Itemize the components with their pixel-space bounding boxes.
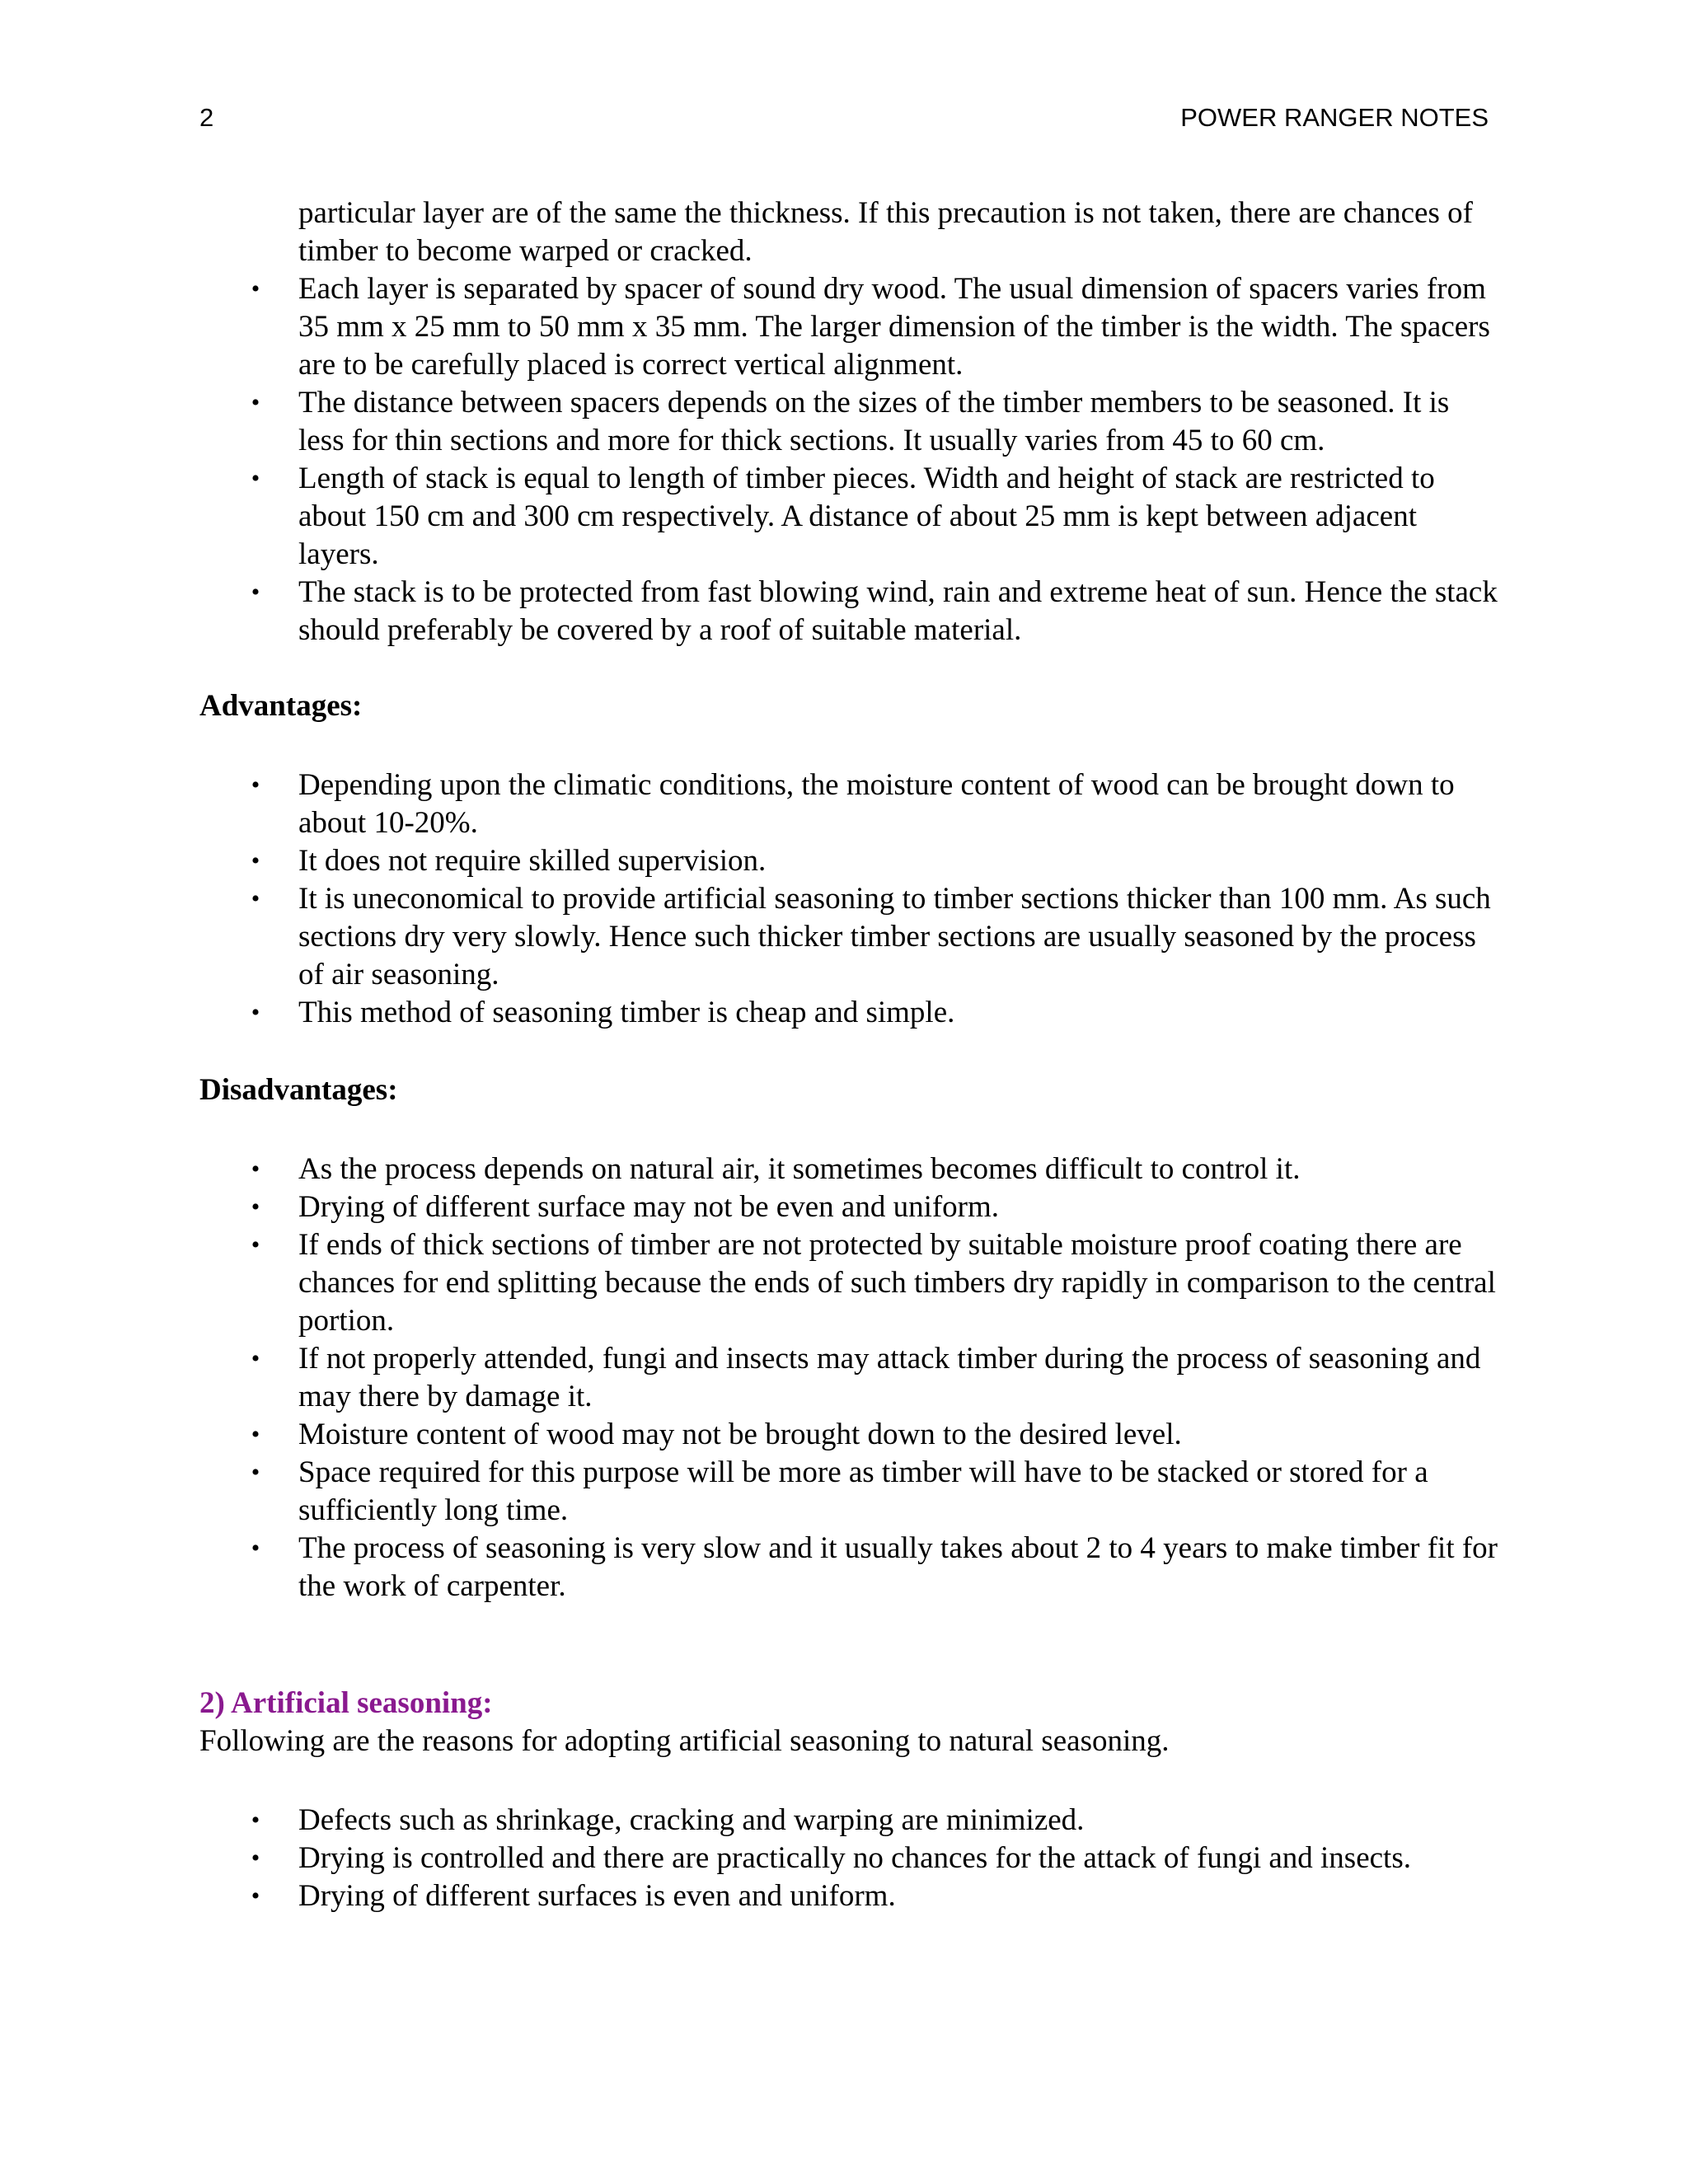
list-item-text: Space required for this purpose will be more as timber will have to be stacked or stored for a sufficiently long time. xyxy=(298,1455,1428,1527)
list-item xyxy=(199,842,1502,880)
list-item xyxy=(199,1840,1502,1877)
bullet-icon: • xyxy=(251,1155,260,1183)
list-item-text: It is uneconomical to provide artificial seasoning to timber sections thicker than 100 mm. As such sections dry very slowly. Hence such thicker timber sections are usually seasoned by the process of air seasoning. xyxy=(298,882,1491,991)
stacking-bullet-list xyxy=(199,270,1502,649)
running-title: POWER RANGER NOTES xyxy=(1180,103,1489,132)
list-item-text: Drying is controlled and there are practically no chances for the attack of fungi and insects. xyxy=(298,1841,1411,1875)
bullet-icon: • xyxy=(251,1421,260,1448)
list-item-text: If not properly attended, fungi and insects may attack timber during the process of seasoning and may there by damage it. xyxy=(298,1342,1481,1413)
list-item xyxy=(199,1188,1502,1226)
advantages-list xyxy=(199,766,1502,1032)
disadvantages-list xyxy=(199,1151,1502,1605)
page-number: 2 xyxy=(199,103,214,132)
bullet-icon: • xyxy=(251,1844,260,1872)
list-item xyxy=(199,1416,1502,1454)
bullet-icon: • xyxy=(251,275,260,302)
bullet-icon: • xyxy=(251,1535,260,1562)
bullet-icon: • xyxy=(251,847,260,874)
list-item-text: Drying of different surface may not be even and uniform. xyxy=(298,1190,1000,1224)
list-item-text: Depending upon the climatic conditions, the moisture content of wood can be brought down to about 10-20%. xyxy=(298,768,1455,840)
bullet-icon: • xyxy=(251,389,260,416)
list-item xyxy=(199,1530,1502,1605)
disadvantages-heading: Disadvantages: xyxy=(199,1073,398,1107)
list-item-text: As the process depends on natural air, it sometimes becomes difficult to control it. xyxy=(298,1152,1301,1186)
list-item-text: Each layer is separated by spacer of sound dry wood. The usual dimension of spacers varies from 35 mm x 25 mm to 50 mm x 35 mm. The larger dimension of the timber is the width. The spacers are to be carefully placed is correct vertical alignment. xyxy=(298,272,1490,382)
list-item xyxy=(199,1151,1502,1188)
list-item xyxy=(199,1802,1502,1840)
list-item xyxy=(199,1340,1502,1416)
bullet-icon: • xyxy=(251,1882,260,1910)
page-header xyxy=(199,99,1489,137)
bullet-icon: • xyxy=(251,1193,260,1221)
list-item-text: Defects such as shrinkage, cracking and warping are minimized. xyxy=(298,1803,1085,1837)
list-item-text: The process of seasoning is very slow and it usually takes about 2 to 4 years to make timber fit for the work of carpenter. xyxy=(298,1531,1498,1603)
list-item xyxy=(199,1877,1502,1915)
list-item xyxy=(199,384,1502,460)
artificial-reasons-list xyxy=(199,1802,1502,1915)
bullet-icon: • xyxy=(251,1807,260,1834)
artificial-intro-paragraph: Following are the reasons for adopting artificial seasoning to natural seasoning. xyxy=(199,1724,1170,1758)
bullet-icon: • xyxy=(251,465,260,492)
continued-paragraph: particular layer are of the same the thickness. If this precaution is not taken, there are chances of timber to become warped or cracked. xyxy=(298,196,1473,268)
list-item xyxy=(199,460,1502,574)
list-item-text: It does not require skilled supervision. xyxy=(298,844,767,878)
bullet-icon: • xyxy=(251,1345,260,1372)
list-item xyxy=(199,1226,1502,1340)
list-item-text: The distance between spacers depends on the sizes of the timber members to be seasoned. It is less for thin sections and more for thick sections. It usually varies from 45 to 60 cm. xyxy=(298,386,1450,457)
bullet-icon: • xyxy=(251,579,260,606)
list-item-text: Moisture content of wood may not be brought down to the desired level. xyxy=(298,1418,1182,1451)
list-item-text: Length of stack is equal to length of timber pieces. Width and height of stack are restricted to about 150 cm and 300 cm respectively. A distance of about 25 mm is kept between adjacent layers. xyxy=(298,462,1435,571)
bullet-icon: • xyxy=(251,885,260,912)
list-item-text: The stack is to be protected from fast blowing wind, rain and extreme heat of sun. Hence the stack should preferably be covered by a roof of suitable material. xyxy=(298,575,1498,647)
bullet-icon: • xyxy=(251,1459,260,1486)
artificial-seasoning-heading: 2) Artificial seasoning: xyxy=(199,1686,493,1720)
list-item xyxy=(199,574,1502,649)
page-body xyxy=(199,194,1502,1915)
bullet-icon: • xyxy=(251,771,260,799)
bullet-icon: • xyxy=(251,1231,260,1258)
list-item-text: Drying of different surfaces is even and uniform. xyxy=(298,1879,896,1913)
advantages-heading: Advantages: xyxy=(199,689,363,723)
list-item xyxy=(199,1454,1502,1530)
list-item xyxy=(199,766,1502,842)
list-item xyxy=(199,880,1502,994)
list-item xyxy=(199,994,1502,1032)
bullet-icon: • xyxy=(251,999,260,1026)
list-item-text: This method of seasoning timber is cheap and simple. xyxy=(298,996,955,1029)
list-item xyxy=(199,270,1502,384)
list-item-text: If ends of thick sections of timber are not protected by suitable moisture proof coating there are chances for end splitting because the ends of such timbers dry rapidly in comparison to the central portion. xyxy=(298,1228,1496,1338)
